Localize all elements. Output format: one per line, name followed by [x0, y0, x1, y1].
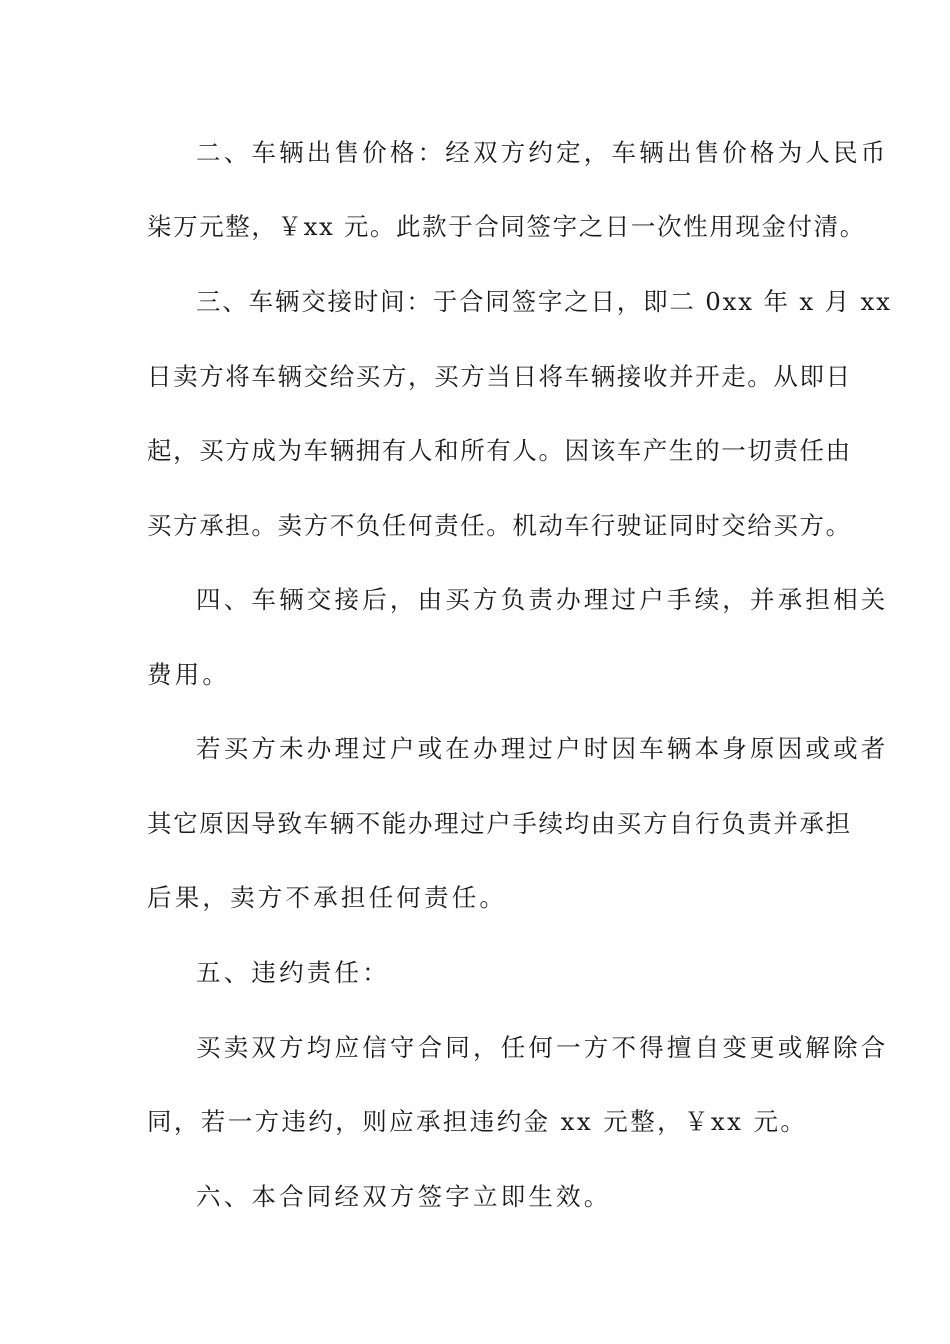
clause-5-heading: 五、违约责任： — [196, 958, 390, 987]
clause-2-line-2: 柒万元整，￥xx 元。此款于合同签字之日一次性用现金付清。 — [147, 212, 866, 241]
clause-3-line-4: 买方承担。卖方不负任何责任。机动车行驶证同时交给买方。 — [147, 511, 852, 540]
clause-3-line-2: 日卖方将车辆交给买方，买方当日将车辆接收并开走。从即日 — [147, 362, 852, 391]
transfer-note-line-3: 后果，卖方不承担任何责任。 — [147, 883, 508, 912]
clause-3-line-1: 三、车辆交接时间：于合同签字之日，即二 0xx 年 x 月 xx — [196, 287, 892, 316]
transfer-note-line-2: 其它原因导致车辆不能办理过户手续均由买方自行负责并承担 — [147, 809, 852, 838]
transfer-note-line-1: 若买方未办理过户或在办理过户时因车辆本身原因或或者 — [196, 734, 889, 763]
clause-2-line-1: 二、车辆出售价格：经双方约定，车辆出售价格为人民币 — [196, 138, 889, 167]
clause-5-line-1: 买卖双方均应信守合同，任何一方不得擅自变更或解除合 — [196, 1033, 889, 1062]
clause-5-line-2: 同，若一方违约，则应承担违约金 xx 元整，￥xx 元。 — [147, 1107, 808, 1136]
clause-6-line-1: 六、本合同经双方签字立即生效。 — [196, 1182, 612, 1211]
clause-4-line-1: 四、车辆交接后，由买方负责办理过户手续，并承担相关 — [196, 585, 889, 614]
clause-3-line-3: 起，买方成为车辆拥有人和所有人。因该车产生的一切责任由 — [147, 436, 852, 465]
clause-4-line-2: 费用。 — [147, 660, 231, 689]
